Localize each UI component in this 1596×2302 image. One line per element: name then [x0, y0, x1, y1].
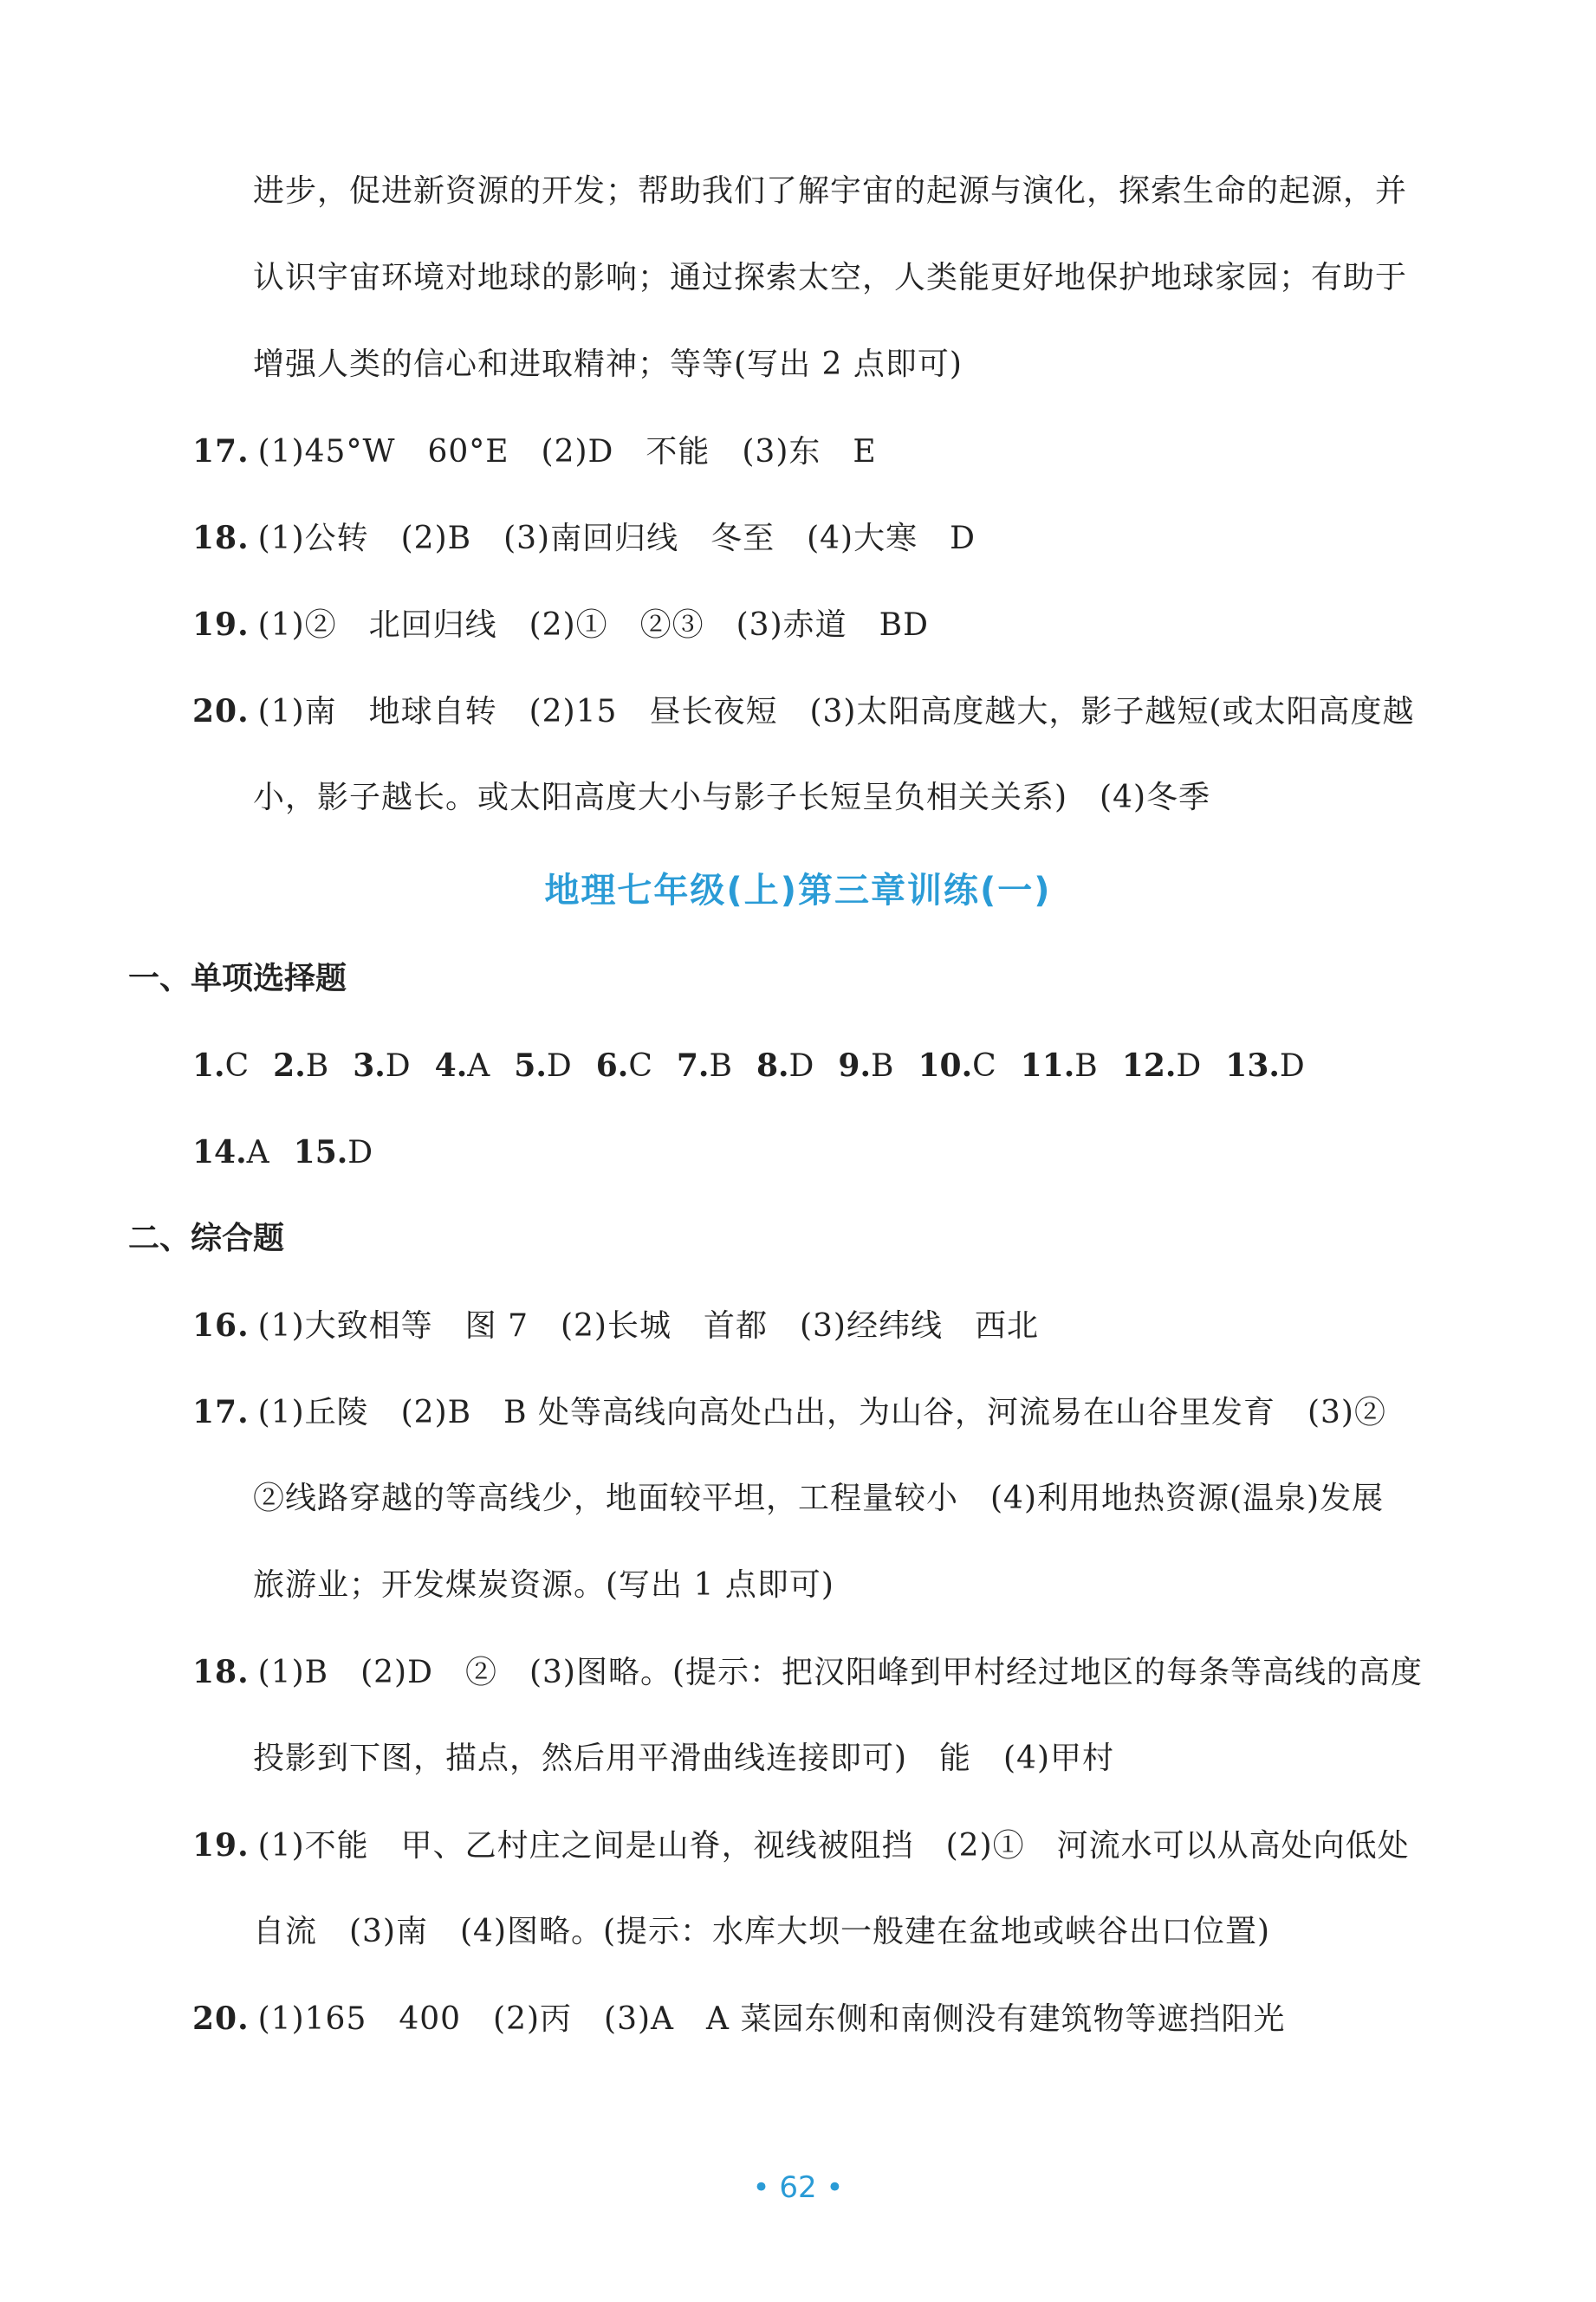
- question-number: 11.: [1020, 1047, 1075, 1084]
- question-number: 2.: [273, 1047, 306, 1084]
- choice-answer: [514, 1044, 571, 1088]
- answer-letter: A: [467, 1048, 490, 1084]
- answer-text: (1)45°W 60°E (2)D 不能 (3)东 E: [257, 434, 877, 470]
- chapter-title: 地理七年级(上)第三章训练(一): [544, 871, 1052, 911]
- question-number: 16.: [192, 1307, 250, 1344]
- page-number: • 62 •: [752, 2170, 844, 2205]
- answer-continuation-line: 认识宇宙环境对地球的影响；通过探索太空，人类能更好地保护地球家园；有助于: [253, 260, 1408, 295]
- answer-letter: C: [972, 1048, 996, 1084]
- answer-text: (1)公转 (2)B (3)南回归线 冬至 (4)大寒 D: [257, 521, 976, 556]
- answer-letter: C: [224, 1048, 250, 1084]
- question-number: 5.: [514, 1047, 547, 1084]
- answer-letter: A: [246, 1135, 269, 1170]
- choice-answer: [1225, 1044, 1305, 1088]
- question-number: 12.: [1121, 1047, 1177, 1084]
- answer-text: (1)南 地球自转 (2)15 昼长夜短 (3)太阳高度越大，影子越短(或太阳高度越: [257, 694, 1415, 730]
- section-heading-single-choice: 一、单项选择题: [128, 961, 347, 996]
- question-number: 1.: [192, 1047, 225, 1084]
- question-number: 18.: [192, 520, 250, 556]
- answer-20-prev: [192, 690, 1414, 734]
- answer-letter: B: [709, 1048, 732, 1084]
- choice-answer: [677, 1044, 732, 1088]
- answer-16: [192, 1304, 1039, 1348]
- question-number: 17.: [192, 1394, 250, 1430]
- question-number: 10.: [918, 1047, 973, 1084]
- answer-letter: D: [347, 1135, 373, 1170]
- answer-20: [192, 1997, 1286, 2041]
- question-number: 8.: [756, 1047, 789, 1084]
- answer-18-prev: [192, 516, 976, 561]
- choice-answer: [596, 1044, 652, 1088]
- question-number: 3.: [353, 1047, 386, 1084]
- question-number: 6.: [595, 1047, 629, 1084]
- choice-answer: [192, 1131, 269, 1175]
- choice-answer: [1021, 1044, 1098, 1088]
- answer-letter: D: [546, 1048, 572, 1084]
- answer-letter: D: [1176, 1048, 1202, 1084]
- choice-answer: [273, 1044, 328, 1088]
- answer-letter: B: [305, 1048, 329, 1084]
- question-number: 18.: [192, 1654, 250, 1690]
- choice-answer: [1122, 1044, 1202, 1088]
- question-number: 19.: [192, 606, 250, 643]
- choice-answer: [756, 1044, 814, 1088]
- question-number: 14.: [192, 1134, 247, 1170]
- answer-17: [192, 1391, 1386, 1435]
- question-number: 13.: [1225, 1047, 1280, 1084]
- answer-letter: C: [628, 1048, 652, 1084]
- answer-continuation-line: 自流 (3)南 (4)图略。(提示：水库大坝一般建在盆地或峡谷出口位置): [253, 1914, 1271, 1949]
- answer-letter: B: [871, 1048, 894, 1084]
- multiple-choice-row: [192, 1044, 1329, 1088]
- question-number: 15.: [293, 1134, 348, 1170]
- answer-19: [192, 1824, 1410, 1868]
- answer-text: (1)大致相等 图 7 (2)长城 首都 (3)经纬线 西北: [257, 1308, 1039, 1344]
- multiple-choice-row: [192, 1131, 397, 1175]
- question-number: 9.: [838, 1047, 871, 1084]
- answer-letter: B: [1074, 1048, 1098, 1084]
- answer-18: [192, 1650, 1423, 1695]
- question-number: 4.: [434, 1047, 468, 1084]
- choice-answer: [838, 1044, 893, 1088]
- question-number: 19.: [192, 1827, 250, 1864]
- answer-text: (1)不能 甲、乙村庄之间是山脊，视线被阻挡 (2)① 河流水可以从高处向低处: [257, 1828, 1410, 1864]
- answer-letter: D: [385, 1048, 411, 1084]
- answer-continuation-line: 小，影子越长。或太阳高度大小与影子长短呈负相关关系) (4)冬季: [253, 780, 1211, 815]
- section-heading-comprehensive: 二、综合题: [128, 1221, 285, 1256]
- answer-text: (1)165 400 (2)丙 (3)A A 菜园东侧和南侧没有建筑物等遮挡阳光: [257, 2001, 1286, 2037]
- answer-letter: D: [1279, 1048, 1305, 1084]
- answer-continuation-line: ②线路穿越的等高线少，地面较平坦，工程量较小 (4)利用地热资源(温泉)发展: [253, 1481, 1385, 1516]
- answer-continuation-line: 投影到下图，描点，然后用平滑曲线连接即可) 能 (4)甲村: [253, 1741, 1115, 1776]
- answer-text: (1)B (2)D ② (3)图略。(提示：把汉阳峰到甲村经过地区的每条等高线的高度: [257, 1655, 1423, 1690]
- answer-continuation-line: 旅游业；开发煤炭资源。(写出 1 点即可): [253, 1567, 834, 1603]
- answer-continuation-line: 增强人类的信心和进取精神；等等(写出 2 点即可): [253, 347, 963, 382]
- answer-19-prev: [192, 603, 929, 647]
- question-number: 20.: [192, 693, 250, 730]
- answer-text: (1)丘陵 (2)B B 处等高线向高处凸出，为山谷，河流易在山谷里发育 (3)②: [257, 1395, 1386, 1430]
- answer-17-prev: [192, 430, 877, 474]
- answer-letter: D: [788, 1048, 814, 1084]
- choice-answer: [192, 1044, 249, 1088]
- choice-answer: [353, 1044, 410, 1088]
- question-number: 7.: [676, 1047, 710, 1084]
- question-number: 20.: [192, 2000, 250, 2037]
- answer-text: (1)② 北回归线 (2)① ②③ (3)赤道 BD: [257, 607, 929, 643]
- choice-answer: [918, 1044, 996, 1088]
- question-number: 17.: [192, 433, 250, 470]
- choice-answer: [435, 1044, 490, 1088]
- answer-continuation-line: 进步，促进新资源的开发；帮助我们了解宇宙的起源与演化，探索生命的起源，并: [253, 173, 1408, 209]
- choice-answer: [294, 1131, 373, 1175]
